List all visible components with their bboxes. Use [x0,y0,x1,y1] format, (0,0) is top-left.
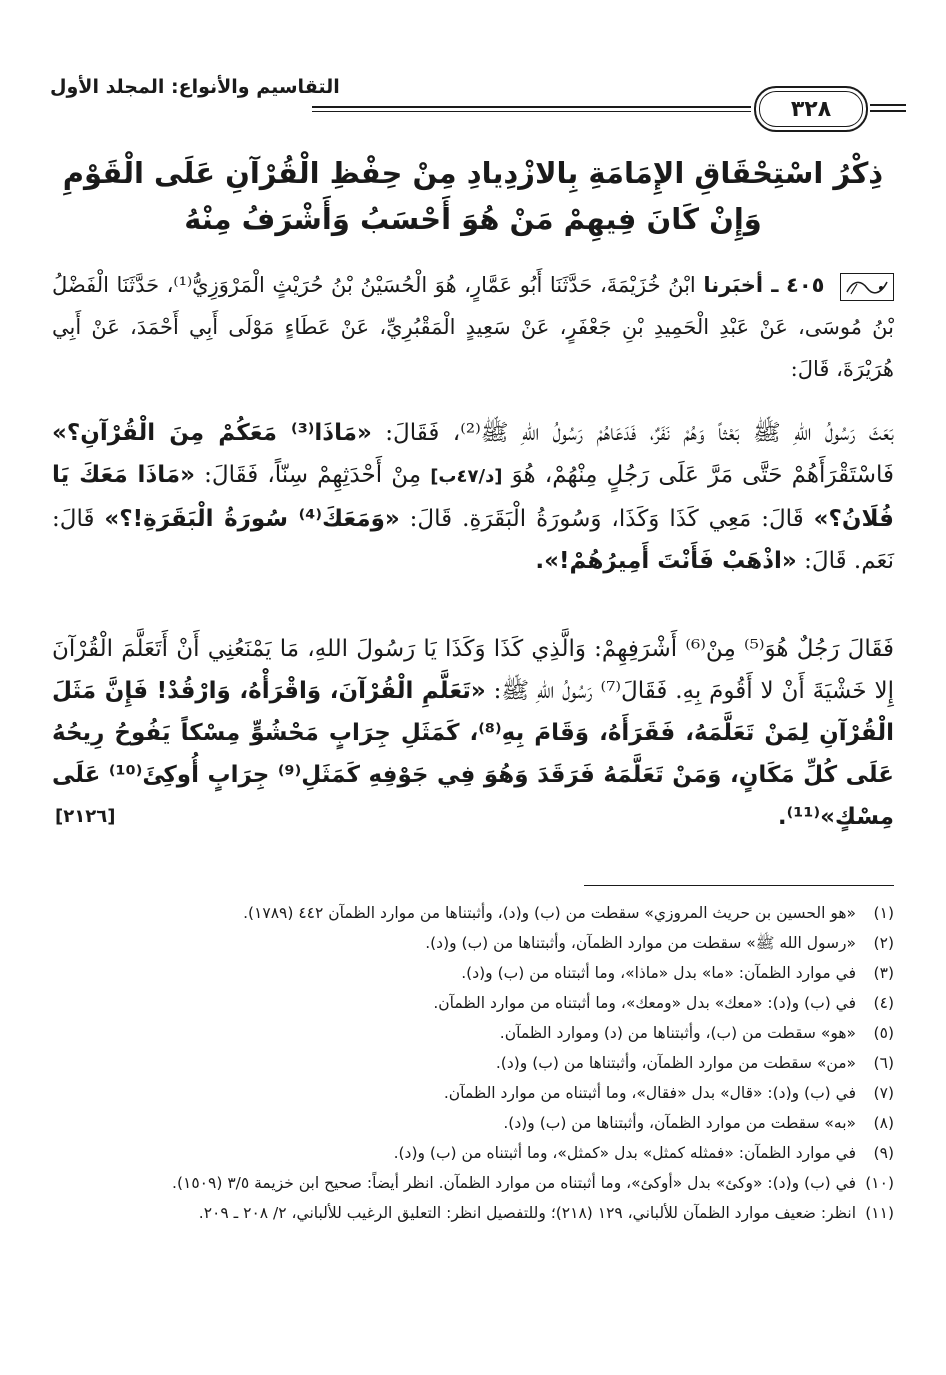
footnote-item [52,1108,894,1138]
footnote-number: (٣) [873,964,894,982]
hadith-marker-icon [840,273,894,301]
hadith-text: قَالَ: نَعَم. قَالَ: [52,506,894,574]
footnote-item [52,1048,894,1078]
footnote-text: في (ب) و(د): «معك» بدل «ومعك»، وما أثبتناه من موارد الظمآن. [433,994,856,1012]
book-title: التقاسيم والأنواع: المجلد الأول [50,76,340,98]
footnote-number: (٤) [873,994,894,1012]
footnote-text: انظر: ضعيف موارد الظمآن للألباني، ١٢٩ (٢١٨)؛ وللتفصيل انظر: التعليق الرغيب للألباني، ٢/ ٢٠٨ ـ ٢٠٩. [198,1204,856,1222]
footnote-text: «من» سقطت من موارد الظمآن، وأثبتناها من (ب) و(د). [495,1054,856,1072]
prophet-quote: «وَمَعَكَ⁽⁴⁾ سُورَةُ الْبَقَرَةِ!؟» [104,506,400,532]
hadith-text: فَاسْتَقْرَأَهُمْ حَتَّى مَرَّ عَلَى رَجُلٍ مِنْهُمْ، هُوَ [502,462,894,488]
chapter-heading [60,150,886,242]
hadith-text: فَقَالَ رَجُلٌ هُوَ⁽⁵⁾ مِنْ⁽⁶⁾ أَشْرَفِهِمْ: وَالَّذِي كَذَا وَكَذَا يَا رَسُولَ اللهِ، مَا يَمْنَعُنِي أَنْ أَتَعَلَّمَ الْقُرْآنَ إِلا خَشْيَةَ أَنْ لا أَقُومَ بِهِ. فَقَالَ⁽⁷⁾ رَسُولُ اللهِ ﷺ: [52,636,895,704]
footnote-number: (٢) [873,934,894,952]
footnote-item [52,1018,894,1048]
footnote-number: (١٠) [865,1174,894,1192]
hadith-akhbarana: ـ أخبَرنا [703,273,779,297]
hadith-text: بَعَثَ رَسُولُ اللهِ ﷺ بَعْثاً وَهُمْ نَفَرٌ، فَدَعَاهُمْ رَسُولُ اللهِ ﷺ⁽²⁾، فَقَالَ: [371,420,894,446]
chapter-heading-line: وَإِنْ كَانَ فِيهِمْ مَنْ هُوَ أَحْسَبُ وَأَشْرَفُ مِنْهُ [184,202,762,236]
footnote-item [52,928,894,958]
header-rule [312,106,751,108]
hadith-paragraph [52,628,894,838]
footnote-number: (٩) [873,1144,894,1162]
footnote-number: (٥) [873,1024,894,1042]
header-rule [312,111,751,112]
header-ornament [870,104,906,106]
footnote-item [52,1078,894,1108]
footnote-item [52,1198,894,1228]
footnote-text: في (ب) و(د): «وكئ» بدل «أوكئ»، وما أثبتناه من موارد الظمآن. انظر أيضاً: صحيح ابن خزيمة ٣/٥ (١٥٠٩). [172,1174,856,1192]
footnote-separator [584,885,894,886]
hadith-isnad-text: ابْنُ خُزَيْمَةَ، حَدَّثَنَا أَبُو عَمَّارٍ، هُوَ الْحُسَيْنُ بْنُ حُرَيْثٍ الْمَرْوَزِيُّ⁽¹⁾، حَدَّثَنَا الْفَضْلُ بْنُ مُوسَى، عَنْ عَبْدِ الْحَمِيدِ بْنِ جَعْفَرٍ، عَنْ سَعِيدٍ الْمَقْبُرِيِّ، عَنْ عَطَاءٍ مَوْلَى أَبِي أَحْمَدَ، عَنْ أَبِي هُرَيْرَةَ، قَالَ: [52,273,894,381]
footnote-text: في (ب) و(د): «قال» بدل «فقال»، وما أثبتناه من موارد الظمآن. [443,1084,856,1102]
hadith-text: مِنْ أَحْدَثِهِمْ سِنّاً، فَقَالَ: [194,462,431,488]
page-number: ٣٢٨ [754,86,868,132]
footnote-item [52,988,894,1018]
hadith-text: قَالَ: مَعِي كَذَا وَكَذَا، وَسُورَةُ الْبَقَرَةِ. قَالَ: [399,506,814,532]
footnote-text: «هو الحسين بن حريث المروزي» سقطت من (ب) و(د)، وأثبتناها من موارد الظمآن ٤٤٢ (١٧٨٩). [243,904,856,922]
hadith-paragraph [52,412,894,582]
footnote-number: (١١) [865,1204,894,1222]
footnote-item [52,1168,894,1198]
footnote-number: (٦) [873,1054,894,1072]
footnote-number: (١) [873,904,894,922]
footnote-text: «هو» سقطت من (ب)، وأثبتناها من (د) وموارد الظمآن. [499,1024,856,1042]
prophet-quote: «اذْهَبْ فَأَنْتَ أَمِيرُهُمْ!». [535,548,797,574]
footnote-item [52,958,894,988]
header-ornament [870,110,906,112]
hadith-number: ٤٠٥ [786,273,825,297]
footnote-text: «به» سقطت من موارد الظمآن، وأثبتناها من (ب) و(د). [503,1114,856,1132]
footnote-text: «رسول الله ﷺ» سقطت من موارد الظمآن، وأثبتناها من (ب) و(د). [425,934,856,952]
footnote-number: (٨) [873,1114,894,1132]
footnote-item [52,898,894,928]
page-header [50,70,906,128]
footnote-item [52,1138,894,1168]
prophet-quote: «مَاذَا مَعَكَ يَا فُلَانُ؟» [52,462,894,532]
hadith-isnad [52,264,894,390]
prophet-quote: «مَاذَا⁽³⁾ مَعَكُمْ مِنَ الْقُرْآنِ؟» [52,420,372,446]
manuscript-ref: [د/٤٧ب] [430,466,503,487]
footnote-text: في موارد الظمآن: «فمثله كمثل» بدل «كمثل»، وما أثبتناه من (ب) و(د). [393,1144,856,1162]
footnotes [52,898,894,1228]
footnote-number: (٧) [873,1084,894,1102]
chapter-heading-line: ذِكْرُ اسْتِحْقَاقِ الإِمَامَةِ بِالازْدِيادِ مِنْ حِفْظِ الْقُرْآنِ عَلَى الْقَوْمِ [62,156,884,190]
hadith-reference-number: [٢١٢٦] [55,806,116,827]
prophet-quote: «تَعَلَّمِ الْقُرْآنَ، وَاقْرَأْهُ، وَارْقُدْ! فَإِنَّ مَثَلَ الْقُرْآنِ لِمَنْ تَعَلَّمَهُ، فَقَرَأَهُ، وَقَامَ بِهِ⁽⁸⁾، كَمَثَلِ جِرَابٍ مَحْشُوٍّ مِسْكاً يَفُوحُ رِيحُهُ عَلَى كُلِّ مَكَانٍ، وَمَنْ تَعَلَّمَهُ فَرَقَدَ وَهُوَ فِي جَوْفِهِ كَمَثَلِ⁽⁹⁾ جِرَابٍ أُوكِئَ⁽¹⁰⁾ عَلَى مِسْكٍ»⁽¹¹⁾. [52,678,894,830]
footnote-text: في موارد الظمآن: «ما» بدل «ماذا»، وما أثبتناه من (ب) و(د). [461,964,856,982]
